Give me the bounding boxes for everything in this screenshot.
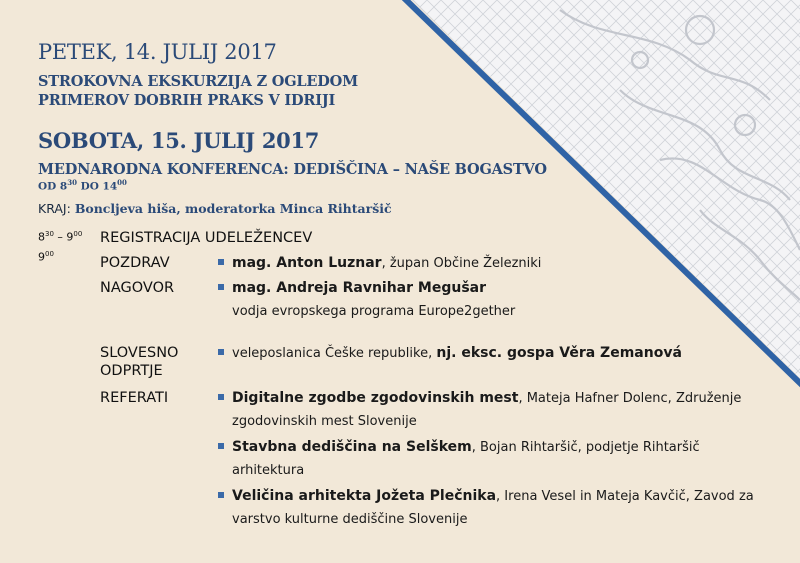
ref3-title: Veličina arhitekta Jožeta Plečnika [232,488,497,504]
slot1-time-a: 8 [38,230,45,244]
odprtje-name: nj. eksc. gospa Věra Zemanová [436,345,682,361]
bullet-icon [218,394,224,400]
day2-title: SOBOTA, 15. JULIJ 2017 [38,128,320,153]
ref1-item [218,387,741,410]
location-label: KRAJ: [38,201,75,216]
slot1-time-b: – 9 [53,230,74,244]
time-from-label: OD 8 [38,180,68,193]
nagovor-name: mag. Andreja Ravnihar Megušar [232,280,487,296]
ref3-item [218,485,754,508]
slot2-time-sup: 00 [45,250,54,258]
pozdrav-item [218,252,541,275]
pozdrav-name: mag. Anton Luznar [232,255,382,271]
referati-label: REFERATI [100,390,169,406]
ref1-rest-1: , Mateja Hafner Dolenc, Združenje [518,391,742,406]
bullet-icon [218,349,224,355]
odprtje-item [218,342,682,365]
nagovor-item [218,277,486,300]
slot1-time-b-sup: 00 [73,230,83,238]
slot1-time [38,230,82,244]
bullet-icon [218,284,224,290]
bullet-icon [218,443,224,449]
slot2-time-value: 9 [38,250,45,264]
nagovor-label: NAGOVOR [100,280,175,296]
day1-subtitle-line2: PRIMEROV DOBRIH PRAKS V IDRIJI [38,92,336,109]
odprtje-pre: veleposlanica Češke republike, [232,346,437,361]
day1-title: PETEK, 14. JULIJ 2017 [38,40,277,64]
nagovor-rest: vodja evropskega programa Europe2gether [232,304,516,319]
bullet-icon [218,259,224,265]
time-to-sup: 00 [117,178,127,187]
odprtje-label-1: SLOVESNO [100,345,179,361]
time-to-label: DO 14 [80,180,118,193]
ref2-rest-1: , Bojan Rihtaršič, podjetje Rihtaršič [471,440,700,455]
pozdrav-label: POZDRAV [100,255,170,271]
location-value: Boncljeva hiša, moderatorka Minca Rihtaršič [74,201,392,216]
day1-subtitle-line1: STROKOVNA EKSKURZIJA Z OGLEDOM [38,73,358,90]
time-from-sup: 30 [67,178,77,187]
ref2-rest-2: arhitektura [232,463,305,478]
pozdrav-rest: , župan Občine Železniki [381,256,542,271]
ref2-title: Stavbna dediščina na Selškem [232,439,472,455]
bullet-icon [218,492,224,498]
slot1-time-a-sup: 30 [45,230,54,238]
ref3-rest-1: , Irena Vesel in Mateja Kavčič, Zavod za [496,489,754,504]
ref1-title: Digitalne zgodbe zgodovinskih mest [232,390,519,406]
odprtje-label-2: ODPRTJE [100,363,163,379]
ref2-item [218,436,700,459]
registration-label: REGISTRACIJA UDELEŽENCEV [100,230,313,246]
location-line [38,201,392,216]
day2-subtitle: MEDNARODNA KONFERENCA: DEDIŠČINA – NAŠE BOGASTVO [38,161,547,178]
ref1-rest-2: zgodovinskih mest Slovenije [232,414,417,429]
slot2-time [38,250,54,264]
ref3-rest-2: varstvo kulturne dediščine Slovenije [232,512,468,527]
day2-time-range [38,178,127,193]
